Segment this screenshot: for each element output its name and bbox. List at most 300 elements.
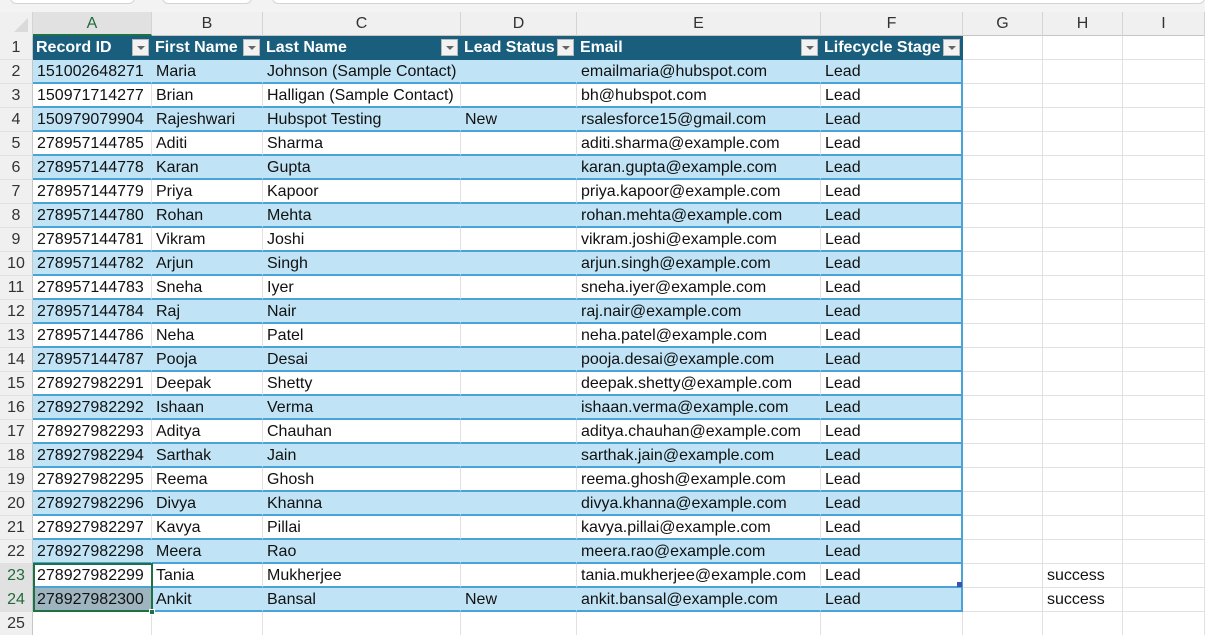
- cell-f16[interactable]: Lead: [821, 396, 963, 420]
- cell-g2[interactable]: [963, 60, 1043, 84]
- cell-f21[interactable]: Lead: [821, 516, 963, 540]
- cell-a18[interactable]: 278927982294: [33, 444, 152, 468]
- cell-b18[interactable]: Sarthak: [152, 444, 263, 468]
- cell-c22[interactable]: Rao: [263, 540, 461, 564]
- cell-i3[interactable]: [1123, 84, 1205, 108]
- column-header-b[interactable]: B: [152, 12, 263, 36]
- toolbar-strip: [0, 0, 1205, 12]
- cell-g20[interactable]: [963, 492, 1043, 516]
- row-header-14[interactable]: 14: [0, 348, 33, 372]
- cell-e19[interactable]: reema.ghosh@example.com: [577, 468, 821, 492]
- cell-e21[interactable]: kavya.pillai@example.com: [577, 516, 821, 540]
- table-resize-handle[interactable]: [957, 582, 962, 587]
- cell-h1[interactable]: [1043, 36, 1123, 60]
- cell-f7[interactable]: Lead: [821, 180, 963, 204]
- cell-c9[interactable]: Joshi: [263, 228, 461, 252]
- cell-g23[interactable]: [963, 564, 1043, 588]
- table-row: [33, 84, 1205, 108]
- cell-a20[interactable]: 278927982296: [33, 492, 152, 516]
- cell-d5[interactable]: [461, 132, 577, 156]
- table-row: [33, 492, 1205, 516]
- cell-f23[interactable]: Lead: [821, 564, 963, 588]
- cell-a8[interactable]: 278957144780: [33, 204, 152, 228]
- cell-h20[interactable]: [1043, 492, 1123, 516]
- cell-b14[interactable]: Pooja: [152, 348, 263, 372]
- cell-i9[interactable]: [1123, 228, 1205, 252]
- cell-f25[interactable]: [821, 612, 963, 635]
- table-row: [33, 564, 1205, 588]
- row-header-16[interactable]: 16: [0, 396, 33, 420]
- cell-c7[interactable]: Kapoor: [263, 180, 461, 204]
- row-header-20[interactable]: 20: [0, 492, 33, 516]
- cell-g11[interactable]: [963, 276, 1043, 300]
- cell-e23[interactable]: tania.mukherjee@example.com: [577, 564, 821, 588]
- table-row: [33, 180, 1205, 204]
- cell-a22[interactable]: 278927982298: [33, 540, 152, 564]
- cell-c16[interactable]: Verma: [263, 396, 461, 420]
- cell-f22[interactable]: Lead: [821, 540, 963, 564]
- cell-a2[interactable]: 151002648271: [33, 60, 152, 84]
- cell-a25[interactable]: [33, 612, 152, 635]
- cell-b4[interactable]: Rajeshwari: [152, 108, 263, 132]
- column-header-g[interactable]: G: [963, 12, 1043, 36]
- column-header-c[interactable]: C: [263, 12, 461, 36]
- name-box[interactable]: [10, 0, 135, 4]
- cell-b24[interactable]: Ankit: [152, 588, 263, 612]
- cell-f8[interactable]: Lead: [821, 204, 963, 228]
- cell-e2[interactable]: emailmaria@hubspot.com: [577, 60, 821, 84]
- cell-e25[interactable]: [577, 612, 821, 635]
- cell-b3[interactable]: Brian: [152, 84, 263, 108]
- cell-c21[interactable]: Pillai: [263, 516, 461, 540]
- row-header-24[interactable]: 24: [0, 588, 33, 612]
- filter-dropdown-icon[interactable]: [557, 39, 574, 56]
- cell-e10[interactable]: arjun.singh@example.com: [577, 252, 821, 276]
- cell-a23[interactable]: 278927982299: [33, 564, 152, 588]
- cell-c3[interactable]: Halligan (Sample Contact): [263, 84, 461, 108]
- cell-d25[interactable]: [461, 612, 577, 635]
- cell-h4[interactable]: [1043, 108, 1123, 132]
- row-header-9[interactable]: 9: [0, 228, 33, 252]
- filter-dropdown-icon[interactable]: [801, 39, 818, 56]
- cell-a12[interactable]: 278957144784: [33, 300, 152, 324]
- cell-e9[interactable]: vikram.joshi@example.com: [577, 228, 821, 252]
- table-row: [33, 228, 1205, 252]
- cell-c24[interactable]: Bansal: [263, 588, 461, 612]
- header-cell-b[interactable]: [152, 36, 263, 60]
- cell-i4[interactable]: [1123, 108, 1205, 132]
- table-header-row: [33, 36, 1205, 60]
- cell-e16[interactable]: ishaan.verma@example.com: [577, 396, 821, 420]
- row-header-8[interactable]: 8: [0, 204, 33, 228]
- cell-e22[interactable]: meera.rao@example.com: [577, 540, 821, 564]
- cell-g13[interactable]: [963, 324, 1043, 348]
- table-row: [33, 444, 1205, 468]
- cell-i7[interactable]: [1123, 180, 1205, 204]
- cell-e7[interactable]: priya.kapoor@example.com: [577, 180, 821, 204]
- cell-b11[interactable]: Sneha: [152, 276, 263, 300]
- cell-d15[interactable]: [461, 372, 577, 396]
- header-cell-a[interactable]: [33, 36, 152, 60]
- cell-h16[interactable]: [1043, 396, 1123, 420]
- cell-i19[interactable]: [1123, 468, 1205, 492]
- cell-b12[interactable]: Raj: [152, 300, 263, 324]
- cell-i22[interactable]: [1123, 540, 1205, 564]
- cell-a6[interactable]: 278957144778: [33, 156, 152, 180]
- cell-b17[interactable]: Aditya: [152, 420, 263, 444]
- column-headers: [0, 12, 1205, 36]
- cell-g16[interactable]: [963, 396, 1043, 420]
- cell-c8[interactable]: Mehta: [263, 204, 461, 228]
- cell-c14[interactable]: Desai: [263, 348, 461, 372]
- table-row: [33, 420, 1205, 444]
- cell-f12[interactable]: Lead: [821, 300, 963, 324]
- cell-a9[interactable]: 278957144781: [33, 228, 152, 252]
- table-row: [33, 372, 1205, 396]
- cell-d13[interactable]: [461, 324, 577, 348]
- cell-h10[interactable]: [1043, 252, 1123, 276]
- cell-a14[interactable]: 278957144787: [33, 348, 152, 372]
- cell-g14[interactable]: [963, 348, 1043, 372]
- cell-d20[interactable]: [461, 492, 577, 516]
- cell-i25[interactable]: [1123, 612, 1205, 635]
- cell-b20[interactable]: Divya: [152, 492, 263, 516]
- cell-b21[interactable]: Kavya: [152, 516, 263, 540]
- cell-h6[interactable]: [1043, 156, 1123, 180]
- cell-b5[interactable]: Aditi: [152, 132, 263, 156]
- cell-d7[interactable]: [461, 180, 577, 204]
- cell-h15[interactable]: [1043, 372, 1123, 396]
- row-header-25[interactable]: 25: [0, 612, 33, 635]
- cell-a24[interactable]: 278927982300: [33, 588, 152, 612]
- cell-d16[interactable]: [461, 396, 577, 420]
- cell-a11[interactable]: 278957144783: [33, 276, 152, 300]
- cell-h9[interactable]: [1043, 228, 1123, 252]
- cell-e3[interactable]: bh@hubspot.com: [577, 84, 821, 108]
- cell-i10[interactable]: [1123, 252, 1205, 276]
- row-header-22[interactable]: 22: [0, 540, 33, 564]
- cell-c18[interactable]: Jain: [263, 444, 461, 468]
- cell-i5[interactable]: [1123, 132, 1205, 156]
- cell-d21[interactable]: [461, 516, 577, 540]
- cell-d24[interactable]: New: [461, 588, 577, 612]
- cell-c5[interactable]: Sharma: [263, 132, 461, 156]
- cell-i17[interactable]: [1123, 420, 1205, 444]
- cell-b25[interactable]: [152, 612, 263, 635]
- table-row: [33, 468, 1205, 492]
- cell-f19[interactable]: Lead: [821, 468, 963, 492]
- cell-d3[interactable]: [461, 84, 577, 108]
- cell-g8[interactable]: [963, 204, 1043, 228]
- cell-a4[interactable]: 150979079904: [33, 108, 152, 132]
- column-header-d[interactable]: D: [461, 12, 577, 36]
- cell-d14[interactable]: [461, 348, 577, 372]
- cell-i20[interactable]: [1123, 492, 1205, 516]
- column-header-e[interactable]: E: [577, 12, 821, 36]
- cell-h22[interactable]: [1043, 540, 1123, 564]
- cell-a15[interactable]: 278927982291: [33, 372, 152, 396]
- cell-e18[interactable]: sarthak.jain@example.com: [577, 444, 821, 468]
- filter-dropdown-icon[interactable]: [943, 39, 960, 56]
- cell-a13[interactable]: 278957144786: [33, 324, 152, 348]
- cell-g18[interactable]: [963, 444, 1043, 468]
- cell-c10[interactable]: Singh: [263, 252, 461, 276]
- cell-i2[interactable]: [1123, 60, 1205, 84]
- cell-b8[interactable]: Rohan: [152, 204, 263, 228]
- cell-f5[interactable]: Lead: [821, 132, 963, 156]
- cell-c2[interactable]: Johnson (Sample Contact): [263, 60, 461, 84]
- cell-d19[interactable]: [461, 468, 577, 492]
- cell-g9[interactable]: [963, 228, 1043, 252]
- cell-g17[interactable]: [963, 420, 1043, 444]
- table-row: [33, 252, 1205, 276]
- cell-h19[interactable]: [1043, 468, 1123, 492]
- header-label: Lifecycle Stage: [824, 39, 941, 56]
- cell-a7[interactable]: 278957144779: [33, 180, 152, 204]
- cell-g25[interactable]: [963, 612, 1043, 635]
- header-cell-e[interactable]: [577, 36, 821, 60]
- row-header-18[interactable]: 18: [0, 444, 33, 468]
- cell-d9[interactable]: [461, 228, 577, 252]
- cell-a19[interactable]: 278927982295: [33, 468, 152, 492]
- header-label: Last Name: [266, 39, 347, 56]
- cell-d4[interactable]: New: [461, 108, 577, 132]
- cell-c17[interactable]: Chauhan: [263, 420, 461, 444]
- cell-g6[interactable]: [963, 156, 1043, 180]
- header-label: Email: [580, 39, 623, 56]
- cell-c23[interactable]: Mukherjee: [263, 564, 461, 588]
- cell-g19[interactable]: [963, 468, 1043, 492]
- cell-d11[interactable]: [461, 276, 577, 300]
- cell-h5[interactable]: [1043, 132, 1123, 156]
- cell-b22[interactable]: Meera: [152, 540, 263, 564]
- cell-d10[interactable]: [461, 252, 577, 276]
- cell-b6[interactable]: Karan: [152, 156, 263, 180]
- row-header-1[interactable]: 1: [0, 36, 33, 60]
- row-header-19[interactable]: 19: [0, 468, 33, 492]
- cell-a21[interactable]: 278927982297: [33, 516, 152, 540]
- cell-c13[interactable]: Patel: [263, 324, 461, 348]
- cell-d6[interactable]: [461, 156, 577, 180]
- spreadsheet-grid[interactable]: [0, 12, 1205, 635]
- cell-h8[interactable]: [1043, 204, 1123, 228]
- column-header-f[interactable]: F: [821, 12, 963, 36]
- cell-h3[interactable]: [1043, 84, 1123, 108]
- row-header-5[interactable]: 5: [0, 132, 33, 156]
- row-header-10[interactable]: 10: [0, 252, 33, 276]
- cell-g22[interactable]: [963, 540, 1043, 564]
- cell-g12[interactable]: [963, 300, 1043, 324]
- cell-h2[interactable]: [1043, 60, 1123, 84]
- formula-controls[interactable]: [162, 0, 252, 4]
- cell-e8[interactable]: rohan.mehta@example.com: [577, 204, 821, 228]
- cell-h18[interactable]: [1043, 444, 1123, 468]
- cell-h21[interactable]: [1043, 516, 1123, 540]
- cell-b10[interactable]: Arjun: [152, 252, 263, 276]
- cell-e5[interactable]: aditi.sharma@example.com: [577, 132, 821, 156]
- cell-d12[interactable]: [461, 300, 577, 324]
- formula-bar[interactable]: [272, 0, 1205, 4]
- cell-i1[interactable]: [1123, 36, 1205, 60]
- cell-e20[interactable]: divya.khanna@example.com: [577, 492, 821, 516]
- filter-dropdown-icon[interactable]: [441, 39, 458, 56]
- cell-e11[interactable]: sneha.iyer@example.com: [577, 276, 821, 300]
- table-row: [33, 540, 1205, 564]
- cell-f24[interactable]: Lead: [821, 588, 963, 612]
- cell-f11[interactable]: Lead: [821, 276, 963, 300]
- row-header-17[interactable]: 17: [0, 420, 33, 444]
- cell-e13[interactable]: neha.patel@example.com: [577, 324, 821, 348]
- header-cell-c[interactable]: [263, 36, 461, 60]
- cell-f9[interactable]: Lead: [821, 228, 963, 252]
- cell-c20[interactable]: Khanna: [263, 492, 461, 516]
- table-row: [33, 300, 1205, 324]
- cell-d18[interactable]: [461, 444, 577, 468]
- cell-g1[interactable]: [963, 36, 1043, 60]
- cell-e17[interactable]: aditya.chauhan@example.com: [577, 420, 821, 444]
- cell-e4[interactable]: rsalesforce15@gmail.com: [577, 108, 821, 132]
- row-header-6[interactable]: 6: [0, 156, 33, 180]
- row-header-2[interactable]: 2: [0, 60, 33, 84]
- row-header-12[interactable]: 12: [0, 300, 33, 324]
- row-header-15[interactable]: 15: [0, 372, 33, 396]
- row-header-4[interactable]: 4: [0, 108, 33, 132]
- cell-a3[interactable]: 150971714277: [33, 84, 152, 108]
- cell-g10[interactable]: [963, 252, 1043, 276]
- cell-b23[interactable]: Tania: [152, 564, 263, 588]
- table-row: [33, 348, 1205, 372]
- cell-d8[interactable]: [461, 204, 577, 228]
- cell-h24[interactable]: success: [1043, 588, 1123, 612]
- cell-c12[interactable]: Nair: [263, 300, 461, 324]
- cell-i12[interactable]: [1123, 300, 1205, 324]
- cell-g15[interactable]: [963, 372, 1043, 396]
- cell-g3[interactable]: [963, 84, 1043, 108]
- cell-g7[interactable]: [963, 180, 1043, 204]
- cell-c11[interactable]: Iyer: [263, 276, 461, 300]
- cell-h23[interactable]: success: [1043, 564, 1123, 588]
- cell-g24[interactable]: [963, 588, 1043, 612]
- filter-dropdown-icon[interactable]: [132, 39, 149, 56]
- row-header-23[interactable]: 23: [0, 564, 33, 588]
- cell-i14[interactable]: [1123, 348, 1205, 372]
- cell-a10[interactable]: 278957144782: [33, 252, 152, 276]
- cell-c4[interactable]: Hubspot Testing: [263, 108, 461, 132]
- cell-e15[interactable]: deepak.shetty@example.com: [577, 372, 821, 396]
- cell-b16[interactable]: Ishaan: [152, 396, 263, 420]
- cell-g21[interactable]: [963, 516, 1043, 540]
- cell-i18[interactable]: [1123, 444, 1205, 468]
- cell-f6[interactable]: Lead: [821, 156, 963, 180]
- cell-h14[interactable]: [1043, 348, 1123, 372]
- cell-f2[interactable]: Lead: [821, 60, 963, 84]
- cell-e12[interactable]: raj.nair@example.com: [577, 300, 821, 324]
- cell-b7[interactable]: Priya: [152, 180, 263, 204]
- select-all-icon: [14, 18, 28, 32]
- filter-dropdown-icon[interactable]: [243, 39, 260, 56]
- table-row: [33, 396, 1205, 420]
- cell-b15[interactable]: Deepak: [152, 372, 263, 396]
- cell-f20[interactable]: Lead: [821, 492, 963, 516]
- cell-h17[interactable]: [1043, 420, 1123, 444]
- cell-f13[interactable]: Lead: [821, 324, 963, 348]
- cell-b19[interactable]: Reema: [152, 468, 263, 492]
- cell-h13[interactable]: [1043, 324, 1123, 348]
- cell-b9[interactable]: Vikram: [152, 228, 263, 252]
- cell-f14[interactable]: Lead: [821, 348, 963, 372]
- cell-f4[interactable]: Lead: [821, 108, 963, 132]
- cell-f10[interactable]: Lead: [821, 252, 963, 276]
- header-label: Record ID: [36, 39, 112, 56]
- cell-a17[interactable]: 278927982293: [33, 420, 152, 444]
- cell-e24[interactable]: ankit.bansal@example.com: [577, 588, 821, 612]
- cell-i16[interactable]: [1123, 396, 1205, 420]
- row-header-21[interactable]: 21: [0, 516, 33, 540]
- cell-e14[interactable]: pooja.desai@example.com: [577, 348, 821, 372]
- row-header-3[interactable]: 3: [0, 84, 33, 108]
- cell-g5[interactable]: [963, 132, 1043, 156]
- cell-c19[interactable]: Ghosh: [263, 468, 461, 492]
- cell-i11[interactable]: [1123, 276, 1205, 300]
- cell-h7[interactable]: [1043, 180, 1123, 204]
- cell-h12[interactable]: [1043, 300, 1123, 324]
- cell-h25[interactable]: [1043, 612, 1123, 635]
- cell-f18[interactable]: Lead: [821, 444, 963, 468]
- cell-a16[interactable]: 278927982292: [33, 396, 152, 420]
- cell-i23[interactable]: [1123, 564, 1205, 588]
- cell-d17[interactable]: [461, 420, 577, 444]
- cell-i8[interactable]: [1123, 204, 1205, 228]
- cell-h11[interactable]: [1043, 276, 1123, 300]
- table-row: [33, 204, 1205, 228]
- cell-e6[interactable]: karan.gupta@example.com: [577, 156, 821, 180]
- column-header-h[interactable]: H: [1043, 12, 1123, 36]
- select-all-button[interactable]: [0, 12, 33, 36]
- cell-f15[interactable]: Lead: [821, 372, 963, 396]
- row-header-13[interactable]: 13: [0, 324, 33, 348]
- cell-i6[interactable]: [1123, 156, 1205, 180]
- cell-b13[interactable]: Neha: [152, 324, 263, 348]
- row-header-7[interactable]: 7: [0, 180, 33, 204]
- cell-i24[interactable]: [1123, 588, 1205, 612]
- table-row: [33, 588, 1205, 612]
- cell-i13[interactable]: [1123, 324, 1205, 348]
- header-cell-d[interactable]: [461, 36, 577, 60]
- cell-d2[interactable]: [461, 60, 577, 84]
- cell-d23[interactable]: [461, 564, 577, 588]
- cell-f3[interactable]: Lead: [821, 84, 963, 108]
- header-label: First Name: [155, 39, 238, 56]
- table-row: [33, 60, 1205, 84]
- cell-c15[interactable]: Shetty: [263, 372, 461, 396]
- cell-b2[interactable]: Maria: [152, 60, 263, 84]
- cell-i21[interactable]: [1123, 516, 1205, 540]
- row-header-11[interactable]: 11: [0, 276, 33, 300]
- fill-handle[interactable]: [149, 609, 155, 615]
- column-header-i[interactable]: I: [1123, 12, 1205, 36]
- column-header-a[interactable]: A: [33, 12, 152, 36]
- cell-c25[interactable]: [263, 612, 461, 635]
- header-cell-f[interactable]: [821, 36, 963, 60]
- table-row: [33, 612, 1205, 635]
- cell-i15[interactable]: [1123, 372, 1205, 396]
- table-row: [33, 108, 1205, 132]
- cell-g4[interactable]: [963, 108, 1043, 132]
- cell-c6[interactable]: Gupta: [263, 156, 461, 180]
- cell-f17[interactable]: Lead: [821, 420, 963, 444]
- cell-a5[interactable]: 278957144785: [33, 132, 152, 156]
- cell-d22[interactable]: [461, 540, 577, 564]
